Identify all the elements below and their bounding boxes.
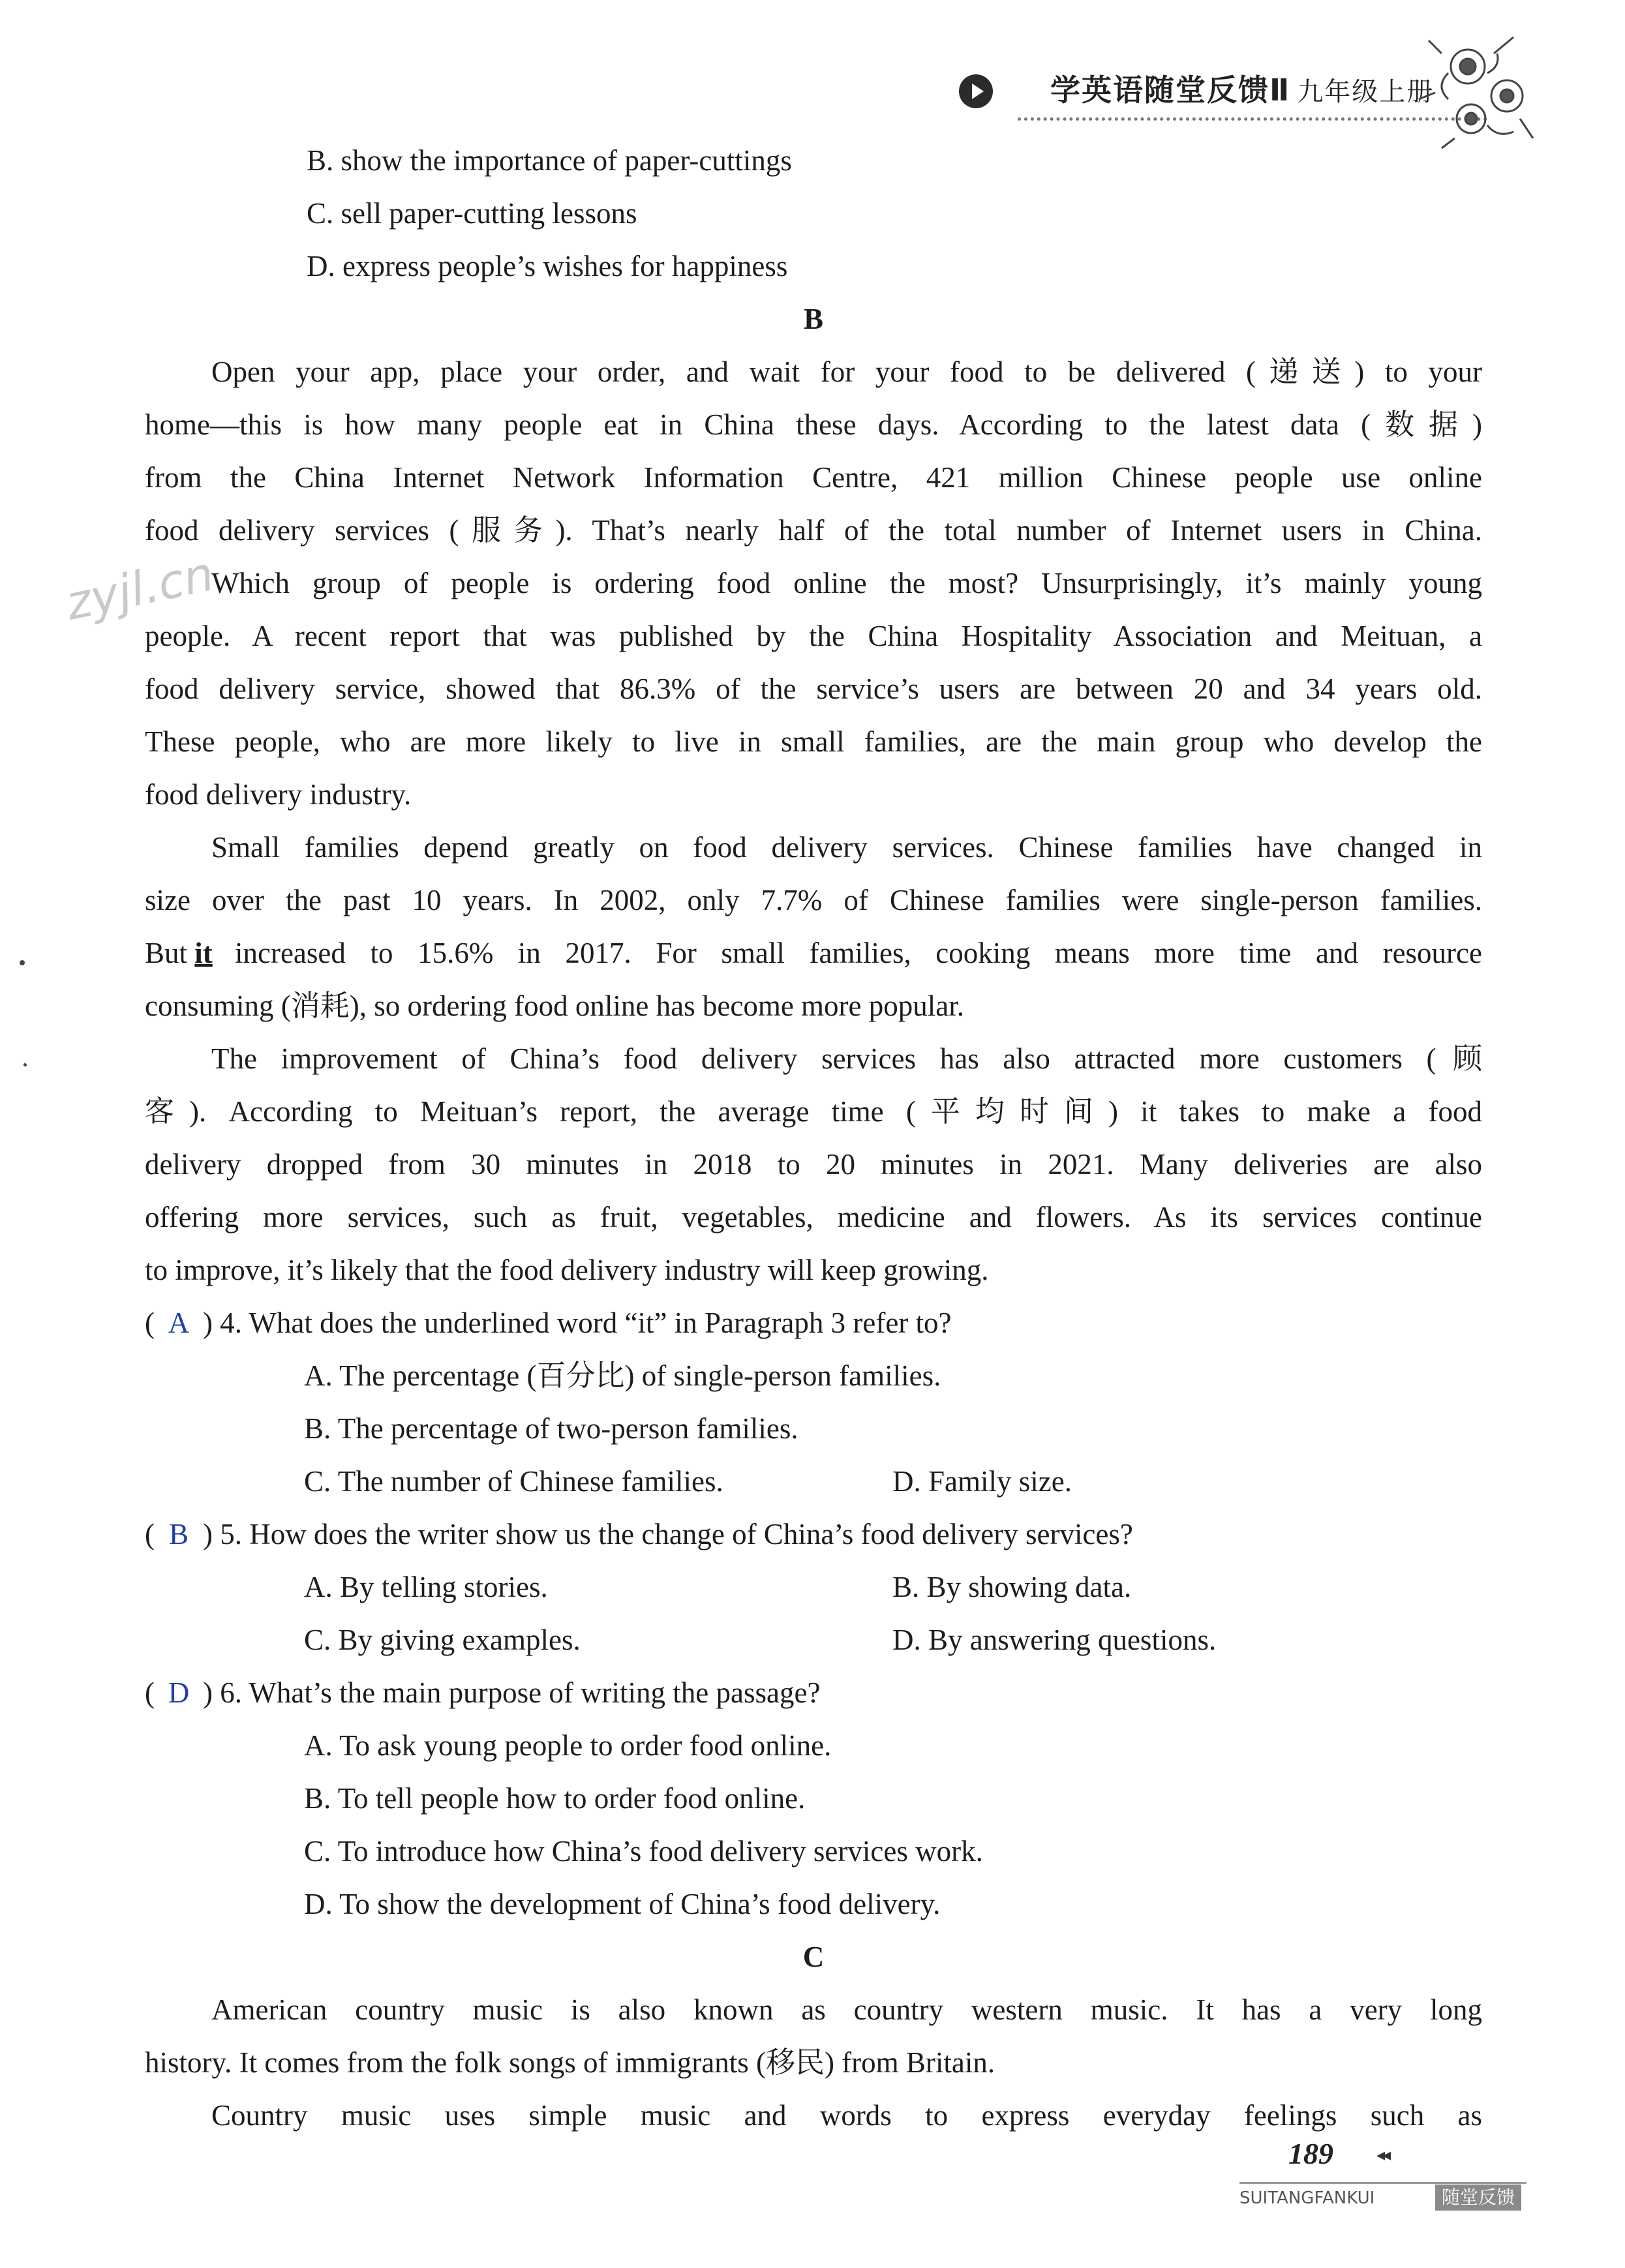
q6-text: 6. What’s the main purpose of writing the passage? [220, 1676, 821, 1709]
underlined-it: it [194, 937, 213, 969]
footer-pinyin: SUITANGFANKUI [1239, 2188, 1375, 2208]
q4-option-c: C. The number of Chinese families. [304, 1465, 723, 1498]
q5-option-a: A. By telling stories. [304, 1571, 548, 1603]
q5-option-c: C. By giving examples. [304, 1624, 581, 1656]
q5-option-d: D. By answering questions. [892, 1624, 1217, 1656]
play-icon [959, 74, 993, 108]
q6-option-c: C. To introduce how China’s food delivery services work. [304, 1835, 983, 1867]
passage-b-line-4: food delivery services (服务). That’s nearly half of the total number of Internet users in China. [145, 514, 1482, 547]
q6-paren-open: ( [145, 1676, 155, 1709]
section-b-heading: B [803, 303, 823, 335]
q5-option-b: B. By showing data. [892, 1571, 1132, 1603]
passage-b-line-11: size over the past 10 years. In 2002, only 7.7% of Chinese families were single-person families. [145, 884, 1482, 916]
passage-b-line-12-start [145, 933, 213, 973]
question-6 [145, 1673, 820, 1712]
passage-c-line-2: history. It comes from the folk songs of immigrants (移民) from Britain. [145, 2046, 995, 2079]
q6-answer: D [168, 1676, 190, 1709]
passage-b-line-12: increased to 15.6% in 2017. For small families, cooking means more time and resource [235, 937, 1482, 969]
q5-answer: B [168, 1518, 189, 1550]
passage-b-line-1: Open your app, place your order, and wait for your food to be delivered (递送) to your [211, 355, 1482, 388]
footer-rule [1239, 2182, 1526, 2184]
passage-b-line-8: These people, who are more likely to live in small families, are the main group who develop the [145, 725, 1482, 758]
footer-bar [1239, 2182, 1526, 2212]
passage-b-line-13: consuming (消耗), so ordering food online has become more popular. [145, 990, 964, 1022]
q6-paren-close: ) [203, 1676, 213, 1709]
q4-option-b: B. The percentage of two-person families. [304, 1412, 798, 1445]
flower-ornament-icon [1416, 27, 1540, 151]
question-5 [145, 1515, 1133, 1554]
q4-text: 4. What does the underlined word “it” in Paragraph 3 refer to? [220, 1307, 952, 1339]
q6-option-a: A. To ask young people to order food online. [304, 1729, 832, 1762]
question-4 [145, 1303, 952, 1342]
prev-option-c: C. sell paper-cutting lessons [307, 197, 637, 230]
word-but: But [145, 937, 188, 969]
book-grade: 九年级上册 [1297, 77, 1435, 107]
passage-b-line-15: 客). According to Meituan’s report, the average time (平均时间) it takes to make a food [145, 1095, 1482, 1128]
watermark: zyjl.cn [61, 546, 219, 631]
passage-c-line-1: American country music is also known as country western music. It has a very long [211, 1993, 1482, 2026]
passage-b-line-9: food delivery industry. [145, 778, 412, 811]
passage-b-line-3: from the China Internet Network Information Centre, 421 million Chinese people use online [145, 461, 1482, 494]
passage-b-line-2: home—this is how many people eat in China these days. According to the latest data (数据) [145, 408, 1482, 441]
passage-b-line-6: people. A recent report that was published by the China Hospitality Association and Meituan, a [145, 620, 1482, 652]
margin-dot [23, 1063, 27, 1066]
passage-c-line-3: Country music uses simple music and words to express everyday feelings such as [211, 2099, 1482, 2132]
passage-b-line-5: Which group of people is ordering food online the most? Unsurprisingly, it’s mainly young [211, 567, 1482, 599]
q4-paren-close: ) [203, 1307, 213, 1339]
margin-dot [20, 960, 25, 965]
passage-b-line-14: The improvement of China’s food delivery services has also attracted more customers (顾 [211, 1042, 1482, 1075]
back-arrows-icon: ◂◂ [1376, 2145, 1389, 2164]
passage-b-line-18: to improve, it’s likely that the food delivery industry will keep growing. [145, 1254, 989, 1286]
q6-option-d: D. To show the development of China’s food delivery. [304, 1888, 941, 1920]
passage-b-line-10: Small families depend greatly on food delivery services. Chinese families have changed in [211, 831, 1482, 864]
q5-text: 5. How does the writer show us the change of China’s food delivery services? [220, 1518, 1133, 1550]
prev-option-d: D. express people’s wishes for happiness [307, 250, 788, 282]
passage-b-line-16: delivery dropped from 30 minutes in 2018 to 20 minutes in 2021. Many deliveries are also [145, 1148, 1482, 1181]
q4-paren-open: ( [145, 1307, 155, 1339]
q4-answer: A [168, 1307, 190, 1339]
q4-option-a: A. The percentage (百分比) of single-person families. [304, 1359, 941, 1392]
passage-b-line-17: offering more services, such as fruit, vegetables, medicine and flowers. As its services continue [145, 1201, 1482, 1233]
q6-option-b: B. To tell people how to order food online. [304, 1782, 806, 1815]
page-number: 189 [1288, 2137, 1333, 2170]
book-title [1050, 67, 1434, 110]
q4-option-d: D. Family size. [892, 1465, 1072, 1498]
book-title-text: 学英语随堂反馈Ⅱ [1050, 72, 1291, 108]
passage-b-line-7: food delivery service, showed that 86.3% of the service’s users are between 20 and 34 years old. [145, 673, 1482, 705]
footer-label: 随堂反馈 [1435, 2185, 1521, 2211]
prev-option-b: B. show the importance of paper-cuttings [307, 144, 792, 177]
q5-paren-close: ) [203, 1518, 213, 1550]
section-c-heading: C [802, 1941, 825, 1973]
page-header [959, 60, 1546, 132]
q5-paren-open: ( [145, 1518, 155, 1550]
